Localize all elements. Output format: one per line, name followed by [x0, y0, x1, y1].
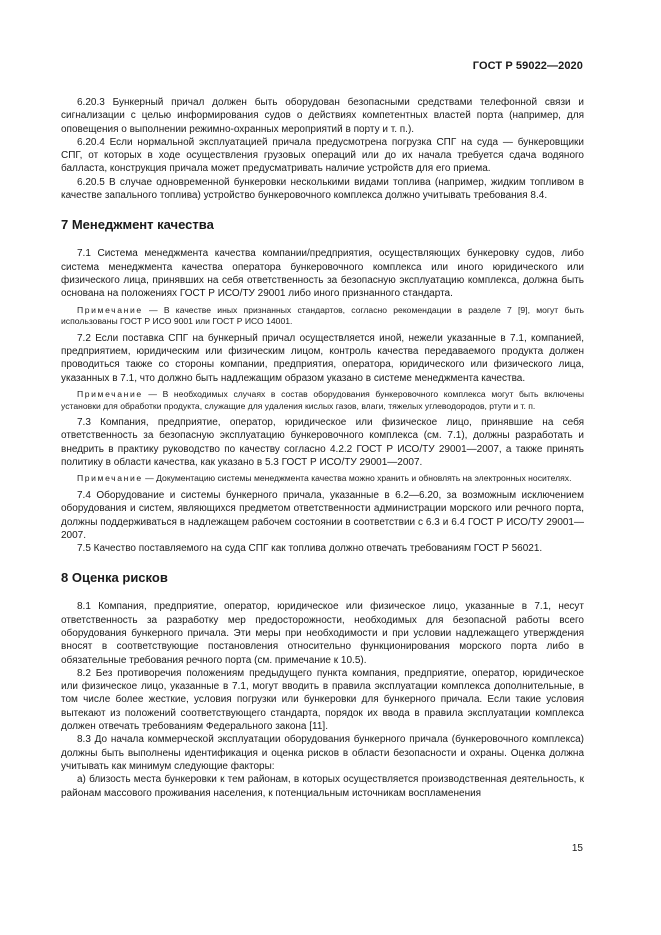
section-8-heading: 8 Оценка рисков	[61, 570, 168, 586]
paragraph-8-2: 8.2 Без противоречия положениям предыдущего пункта компания, предприятие, оператор, юридическое или физическое лицо, указанные в 7.1, могут вводить в правила эксплуатации комплекса дополнительные, в том числе более жесткие, условия погрузки или бункеровки для бункерного причала. Если такие условия вытекают из положений соответствующего стандарта, порядок их ввода в правила эксплуатации комплекса должен отвечать требованиям Федерального закона [11].	[61, 667, 584, 733]
paragraph-8-1: 8.1 Компания, предприятие, оператор, юридическое или физическое лицо, указанные в 7.1, несут ответственность за разработку мер предосторожности, необходимых для безопасной работы всего оборудования бункерного причала. Эти меры при необходимости и при условии надлежащего утверждения вносят в соответствующие постановления относительно функционирования морского порта либо в обязательные требования речного порта (см. примечание к 10.5).	[61, 601, 584, 666]
paragraph-7-1: 7.1 Система менеджмента качества компании/предприятия, осуществляющих бункеровку судов, либо система менеджмента качества оператора бункеровочного комплекса или иного юридического или физического лица, принявших на себя ответственность за безопасную эксплуатацию комплекса, должна быть основана на положениях ГОСТ Р ИСО/ТУ 29001 либо иного признанного стандарта.	[61, 248, 584, 300]
paragraph-7-4: 7.4 Оборудование и системы бункерного причала, указанные в 6.2—6.20, за возможным исключением оборудования и систем, являющихся предметом ответственности администрации морского или речного порта, должны поддерживаться в надлежащем рабочем состоянии в соответствии с 6.3 и 6.4 ГОСТ Р ИСО/ТУ 29001—2007.	[61, 489, 584, 541]
paragraph-6-20-3: 6.20.3 Бункерный причал должен быть оборудован безопасными средствами телефонной связи и сигнализации с целью информирования судов о действиях компетентных властей порта (например, для оповещения о выполнении режимно-охранных мероприятий в порту и т. п.).	[61, 97, 584, 135]
note-text: — В необходимых случаях в состав оборудования бункеровочного комплекса могут быть включены установки для обработки продукта, служащие для удаления кислых газов, влаги, тяжелых углеводородов, ртути и т. п.	[61, 388, 584, 411]
note-label: Примечание	[77, 304, 143, 315]
note-7-3	[61, 473, 584, 485]
paragraph-8-3: 8.3 До начала коммерческой эксплуатации оборудования бункерного причала (бункеровочного комплекса) должны быть выполнены идентификация и оценка рисков в области безопасности и охраны. Оценка должна учитывать как минимум следующие факторы:	[61, 734, 584, 772]
paragraph-7-2: 7.2 Если поставка СПГ на бункерный причал осуществляется иной, нежели указанные в 7.1, компанией, предприятием, юридическим или физическим лицом, контроль качества передаваемого продукта должен проводиться также со стороны компании, предприятия, оператора, юридического или физического лица, указанных в 7.1, что должно быть надлежащим образом указано в системе менеджмента качества.	[61, 332, 584, 384]
note-text: — Документацию системы менеджмента качества можно хранить и обновлять на электронных носителях.	[142, 473, 572, 484]
document-id: ГОСТ Р 59022—2020	[472, 60, 583, 72]
paragraph-7-3: 7.3 Компания, предприятие, оператор, юридическое или физическое лицо, принявшие на себя ответственность за безопасную эксплуатацию бункеровочного комплекса (см. 7.1), должны разработать и внедрить в практику руководство по качеству согласно 4.2.2 ГОСТ Р ИСО/ТУ 29001—2007, а также принять политику в области качества, как указано в 5.3 ГОСТ Р ИСО/ТУ 29001—2007.	[61, 417, 584, 469]
paragraph-8-3-a: а) близость места бункеровки к тем районам, в которых осуществляется производственная деятельность, к районам массового проживания населения, к потенциальным источникам воспламенения	[61, 774, 584, 799]
section-7-heading: 7 Менеджмент качества	[61, 217, 214, 233]
note-label: Примечание	[77, 388, 143, 399]
paragraph-7-5: 7.5 Качество поставляемого на суда СПГ как топлива должно отвечать требованиям ГОСТ Р 56021.	[77, 543, 543, 555]
page-number: 15	[571, 843, 583, 854]
note-7-2	[61, 389, 584, 412]
paragraph-6-20-5: 6.20.5 В случае одновременной бункеровки несколькими видами топлива (например, жидким топливом в качестве запального топлива) устройство бункеровочного комплекса должно учитывать требования 8.4.	[61, 176, 584, 202]
note-label: Примечание	[77, 473, 143, 484]
note-7-1	[61, 305, 584, 328]
paragraph-6-20-4: 6.20.4 Если нормальной эксплуатацией причала предусмотрена погрузка СПГ на суда — бункеровщики СПГ, от которых в ходе осуществления грузовых операций или до их начала требуется сдача водяного балласта, конструкция причала может предусматривать наличие устройств для его приема.	[61, 136, 584, 175]
note-text: — В качестве иных признанных стандартов, согласно рекомендации в разделе 7 [9], могут быть использованы ГОСТ Р ИСО 9001 или ГОСТ Р ИСО 14001.	[61, 304, 584, 327]
document-body	[61, 96, 584, 800]
